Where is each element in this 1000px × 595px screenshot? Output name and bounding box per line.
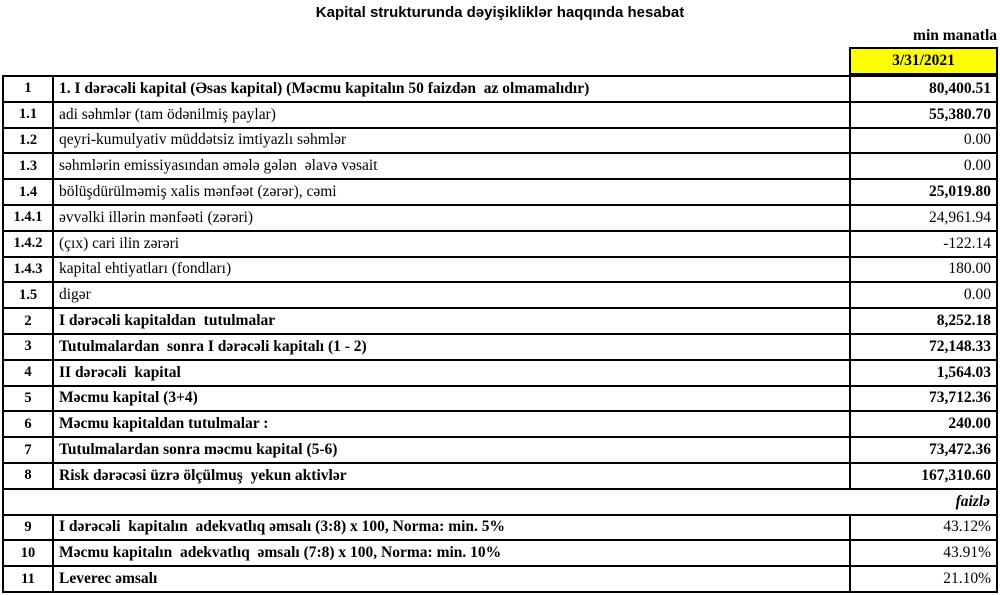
row-label-cell: adi səhmlər (tam ödənilmiş paylar): [54, 103, 849, 127]
row-number-cell: 11: [4, 567, 52, 591]
row-label-cell: Risk dərəcəsi üzrə ölçülmuş yekun aktivlər: [54, 464, 849, 488]
row-value-cell: 25,019.80: [851, 180, 996, 204]
row-number-cell: 1: [4, 77, 52, 101]
row-value-cell: 240.00: [851, 412, 996, 436]
date-header-cell: [849, 47, 998, 75]
row-label-cell: Məcmu kapitaldan tutulmalar :: [54, 412, 849, 436]
row-label-cell: 1. I dərəcəli kapital (Əsas kapital) (Məcmu kapitalın 50 faizdən az olmamalıdır): [54, 77, 849, 101]
merged-unit-row: faizlə: [4, 490, 996, 514]
row-value-cell: 55,380.70: [851, 103, 996, 127]
row-value-cell: 21.10%: [851, 567, 996, 591]
row-value-cell: 8,252.18: [851, 309, 996, 333]
row-label-cell: Məcmu kapital (3+4): [54, 387, 849, 411]
row-value-cell: 72,148.33: [851, 335, 996, 359]
row-label-cell: qeyri-kumulyativ müddətsiz imtiyazlı səhmlər: [54, 129, 849, 153]
unit-label: min manatla: [913, 27, 997, 44]
row-number-cell: 6: [4, 412, 52, 436]
row-number-cell: 7: [4, 438, 52, 462]
row-number-cell: 3: [4, 335, 52, 359]
row-value-cell: 0.00: [851, 154, 996, 178]
row-number-cell: 1.4: [4, 180, 52, 204]
row-value-cell: 0.00: [851, 283, 996, 307]
row-value-cell: 43.12%: [851, 516, 996, 540]
row-label-cell: bölüşdürülməmiş xalis mənfəət (zərər), cəmi: [54, 180, 849, 204]
row-number-cell: 1.4.3: [4, 258, 52, 282]
row-label-cell: I dərəcəli kapitalın adekvatlıq əmsalı (3:8) x 100, Norma: min. 5%: [54, 516, 849, 540]
row-value-cell: 43.91%: [851, 541, 996, 565]
row-label-cell: I dərəcəli kapitaldan tutulmalar: [54, 309, 849, 333]
row-number-cell: 1.1: [4, 103, 52, 127]
row-value-cell: 167,310.60: [851, 464, 996, 488]
row-value-cell: -122.14: [851, 232, 996, 256]
row-number-cell: 2: [4, 309, 52, 333]
row-label-cell: əvvəlki illərin mənfəəti (zərəri): [54, 206, 849, 230]
row-label-cell: Tutulmalardan sonra I dərəcəli kapitalı (1 - 2): [54, 335, 849, 359]
row-label-cell: Məcmu kapitalın adekvatlıq əmsalı (7:8) x 100, Norma: min. 10%: [54, 541, 849, 565]
row-number-cell: 10: [4, 541, 52, 565]
row-label-cell: II dərəcəli kapital: [54, 361, 849, 385]
row-value-cell: 1,564.03: [851, 361, 996, 385]
row-number-cell: 1.4.1: [4, 206, 52, 230]
row-value-cell: 80,400.51: [851, 77, 996, 101]
row-number-cell: 4: [4, 361, 52, 385]
row-label-cell: kapital ehtiyatları (fondları): [54, 258, 849, 282]
row-number-cell: 1.2: [4, 129, 52, 153]
page-title: Kapital strukturunda dəyişikliklər haqqında hesabat: [315, 4, 685, 21]
row-value-cell: 0.00: [851, 129, 996, 153]
row-number-cell: 1.3: [4, 154, 52, 178]
row-label-cell: Leverec əmsalı: [54, 567, 849, 591]
row-number-cell: 1.5: [4, 283, 52, 307]
row-number-cell: 9: [4, 516, 52, 540]
row-value-cell: 73,712.36: [851, 387, 996, 411]
row-number-cell: 5: [4, 387, 52, 411]
row-value-cell: 73,472.36: [851, 438, 996, 462]
row-value-cell: 24,961.94: [851, 206, 996, 230]
row-label-cell: digər: [54, 283, 849, 307]
report-table-body: [2, 75, 998, 593]
row-number-cell: 8: [4, 464, 52, 488]
row-label-cell: (çıx) cari ilin zərəri: [54, 232, 849, 256]
row-number-cell: 1.4.2: [4, 232, 52, 256]
row-value-cell: 180.00: [851, 258, 996, 282]
row-label-cell: səhmlərin emissiyasından əmələ gələn əlavə vəsait: [54, 154, 849, 178]
date-header-text: 3/31/2021: [892, 52, 955, 69]
row-label-cell: Tutulmalardan sonra məcmu kapital (5-6): [54, 438, 849, 462]
